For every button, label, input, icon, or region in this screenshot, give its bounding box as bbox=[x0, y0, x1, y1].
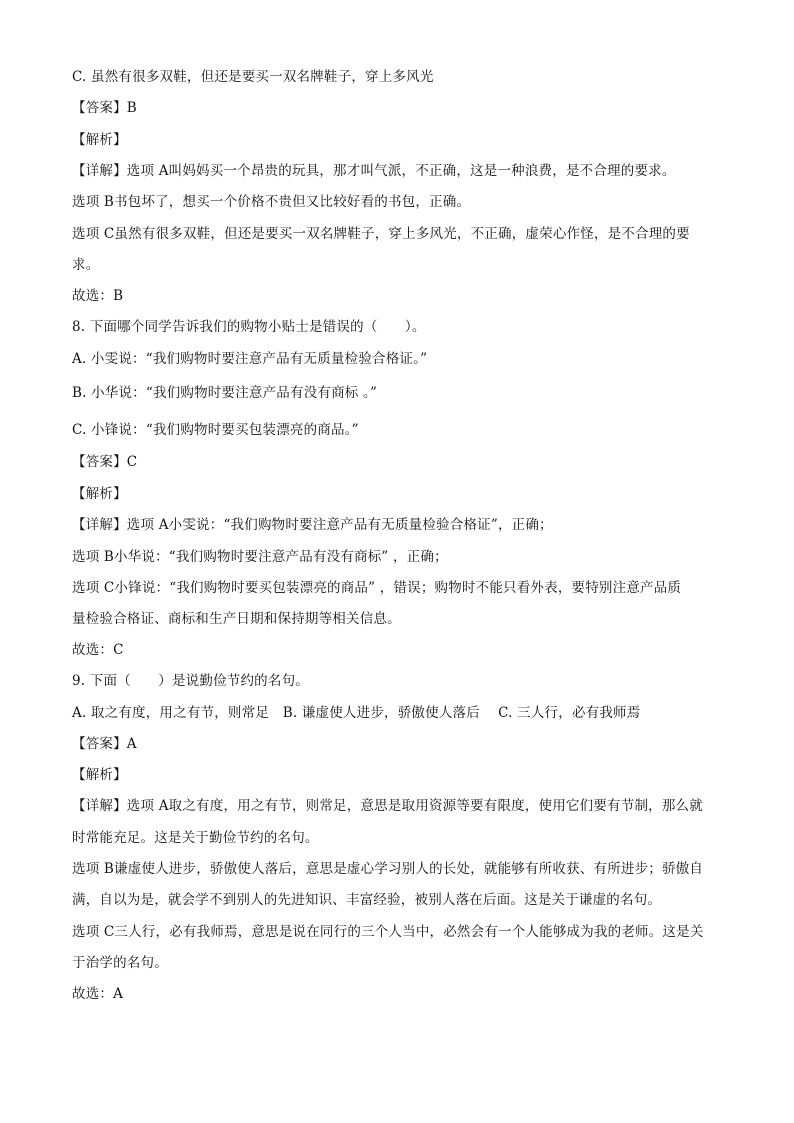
q7-detail-a: 【详解】选项 A叫妈妈买一个昂贵的玩具，那才叫气派，不正确，这是一种浪费，是不合理的要求。 bbox=[72, 163, 676, 179]
q7-choice: 故选：B bbox=[72, 288, 124, 304]
q8-analysis-label: 【解析】 bbox=[72, 486, 127, 502]
q7-option-c: C. 虽然有很多双鞋，但还是要买一双名牌鞋子，穿上多风光 bbox=[72, 69, 434, 85]
q9-answer: 【答案】A bbox=[72, 736, 137, 752]
q8-detail-b: 选项 B小华说：“我们购物时要注意产品有没有商标” ，正确； bbox=[72, 549, 448, 565]
q8-option-a: A. 小雯说：“我们购物时要注意产品有无质量检验合格证。” bbox=[72, 351, 428, 367]
q8-option-c: C. 小锋说：“我们购物时要买包装漂亮的商品。” bbox=[72, 422, 359, 438]
q8-choice: 故选：C bbox=[72, 642, 124, 658]
q7-detail-c: 选项 C虽然有很多双鞋，但还是要买一双名牌鞋子，穿上多风光，不正确，虚荣心作怪，是不合理的要 bbox=[72, 226, 690, 242]
q9-options: A. 取之有度，用之有节，则常足 B. 谦虚使人进步，骄傲使人落后 C. 三人行，必有我师焉 bbox=[72, 705, 641, 721]
q9-detail-b: 选项 B谦虚使人进步，骄傲使人落后，意思是虚心学习别人的长处，就能够有所收获、有所进步；骄傲自 bbox=[72, 861, 704, 877]
q7-detail-c-cont: 求。 bbox=[72, 257, 100, 273]
q9-detail-a-cont: 时常能充足。这是关于勤俭节约的名句。 bbox=[72, 830, 319, 846]
q8-question: 8. 下面哪个同学告诉我们的购物小贴士是错误的（ ）。 bbox=[72, 319, 426, 335]
q8-detail-a: 【详解】选项 A小雯说：“我们购物时要注意产品有无质量检验合格证”，正确； bbox=[72, 517, 553, 533]
q8-detail-c: 选项 C小锋说：“我们购物时要买包装漂亮的商品” ，错误；购物时不能只看外表，要特别注意产品质 bbox=[72, 580, 682, 596]
q9-detail-b-cont: 满，自以为是，就会学不到别人的先进知识、丰富经验，被别人落在后面。这是关于谦虚的名句。 bbox=[72, 892, 662, 908]
q9-detail-c-cont: 于治学的名句。 bbox=[72, 955, 168, 971]
q7-detail-b: 选项 B书包坏了，想买一个价格不贵但又比较好看的书包，正确。 bbox=[72, 194, 471, 210]
q9-question: 9. 下面（ ）是说勤俭节约的名句。 bbox=[72, 673, 309, 689]
q8-option-b: B. 小华说：“我们购物时要注意产品有没有商标 。” bbox=[72, 385, 378, 401]
q8-answer: 【答案】C bbox=[72, 454, 138, 470]
q9-detail-a: 【详解】选项 A取之有度，用之有节，则常足，意思是取用资源等要有限度，使用它们要有节制，那么就 bbox=[72, 798, 703, 814]
q9-detail-c: 选项 C三人行，必有我师焉，意思是说在同行的三个人当中，必然会有一个人能够成为我的老师。这是关 bbox=[72, 924, 704, 940]
q8-detail-c-cont: 量检验合格证、商标和生产日期和保持期等相关信息。 bbox=[72, 611, 401, 627]
q7-analysis-label: 【解析】 bbox=[72, 132, 127, 148]
q7-answer: 【答案】B bbox=[72, 100, 137, 116]
q9-analysis-label: 【解析】 bbox=[72, 767, 127, 783]
q9-choice: 故选：A bbox=[72, 986, 124, 1002]
